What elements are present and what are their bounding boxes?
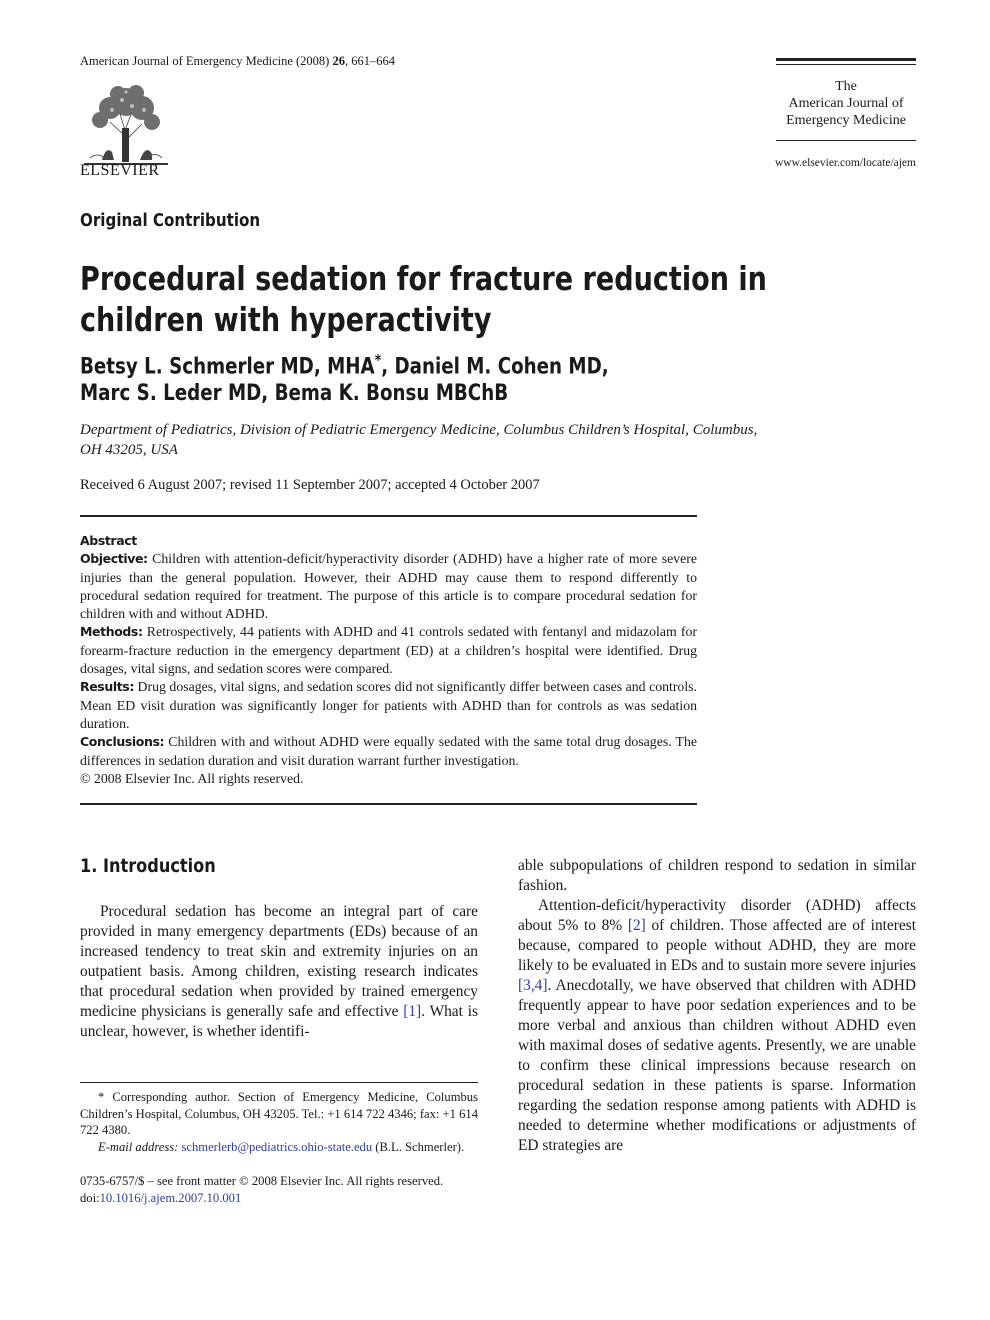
paragraph-text: Procedural sedation has become an integral part of care provided in many emergency departments (EDs) because of an increased tendency to treat skin and extremity injuries on an outpatient basis. Among children, existing research indicates that procedural sedation when provided by trained emergency medicine physicians is generally safe and effective [80, 903, 478, 1020]
body-column-left [80, 902, 478, 1042]
paragraph-text: . Anecdotally, we have observed that children with ADHD frequently appear to have poor sedation experiences and to be more verbal and anxious than children without ADHD even with maximal doses of sedative agents. Presently, we are unable to confirm these clinical impressions because research on procedural sedation in these patients is sparse. Information regarding the sedation response among patients with ADHD is needed to determine whether modifications or adjustments of ED strategies are [518, 977, 916, 1154]
header-rule-thin [776, 64, 916, 65]
citation-text: American Journal of Emergency Medicine (2008) [80, 54, 333, 68]
doi-label: doi: [80, 1190, 100, 1205]
reference-link[interactable]: [1] [403, 1003, 422, 1020]
citation-volume: 26 [332, 54, 345, 68]
title-line: children with hyperactivity [80, 300, 492, 339]
corresponding-author-marker[interactable]: * [374, 351, 382, 369]
email-label: E-mail address: [98, 1139, 179, 1154]
article-type: Original Contribution [80, 210, 261, 231]
paragraph-text: . What is unclear, however, is whether identifi- [80, 1003, 479, 1040]
article-history: Received 6 August 2007; revised 11 September 2007; accepted 4 October 2007 [80, 477, 540, 493]
abstract-rule-top [80, 515, 697, 517]
journal-citation [80, 54, 395, 69]
reference-link[interactable]: [2] [627, 917, 646, 934]
journal-name-line: The [835, 79, 857, 94]
section-heading: 1. Introduction [80, 855, 216, 877]
doi-line [80, 1190, 478, 1207]
abstract-conclusions [80, 733, 697, 770]
section-label: Results: [80, 679, 134, 695]
author: , Daniel M. Cohen MD, [381, 354, 609, 380]
footnote [80, 1089, 478, 1155]
email-line [80, 1139, 478, 1156]
section-label: Objective: [80, 551, 148, 567]
corresponding-author-note: * Corresponding author. Section of Emergency Medicine, Columbus Children’s Hospital, Columbus, OH 43205. Tel.: +1 614 722 4346; fax: +1 614 722 4380. [80, 1090, 478, 1137]
author-list [80, 347, 609, 407]
front-matter [80, 1173, 478, 1206]
abstract-copyright: © 2008 Elsevier Inc. All rights reserved. [80, 770, 304, 786]
abstract-rule-bottom [80, 803, 697, 805]
paragraph [80, 902, 478, 1042]
header-rule [776, 58, 916, 61]
abstract-objective [80, 550, 697, 623]
journal-rule [776, 140, 916, 141]
email-link[interactable]: schmerlerb@pediatrics.ohio-state.edu [181, 1139, 373, 1154]
publisher-name: ELSEVIER [80, 162, 160, 179]
paragraph [518, 896, 916, 1156]
section-text: Children with and without ADHD were equally sedated with the same total drug dosages. The differences in sedation duration and visit duration warrant further investigation. [80, 734, 697, 768]
section-text: Drug dosages, vital signs, and sedation scores did not significantly differ between cases and controls. Mean ED visit duration was significantly longer for patients with ADHD than for controls as was sedation duration. [80, 679, 697, 731]
section-label: Conclusions: [80, 734, 165, 750]
author: Betsy L. Schmerler MD, MHA [80, 354, 375, 380]
front-matter-text: 0735-6757/$ – see front matter © 2008 Elsevier Inc. All rights reserved. [80, 1174, 444, 1188]
section-text: Retrospectively, 44 patients with ADHD and 41 controls sedated with fentanyl and midazolam for forearm-fracture reduction in the emergency department (ED) at a children’s hospital were identified. Drug dosages, vital signs, and sedation scores were compared. [80, 624, 697, 677]
email-owner: (B.L. Schmerler). [372, 1139, 465, 1154]
citation-pages: , 661–664 [344, 54, 395, 68]
reference-link[interactable]: [3,4] [518, 977, 548, 994]
paragraph-text: of children. Those affected are of interest because, compared to people without ADHD, they are more likely to be evaluated in EDs and to sustain more severe injuries [518, 917, 916, 974]
abstract-heading: Abstract [80, 533, 137, 548]
footnote-rule [80, 1082, 478, 1083]
article-title [80, 258, 767, 340]
journal-name-line: Emergency Medicine [786, 113, 906, 128]
paragraph-text: Attention-deficit/hyperactivity disorder (ADHD) affects about 5% to 8% [518, 897, 916, 934]
authors-line [80, 347, 609, 380]
abstract [80, 532, 697, 788]
title-line: Procedural sedation for fracture reduction in [80, 259, 767, 298]
affiliation: Department of Pediatrics, Division of Pediatric Emergency Medicine, Columbus Children’s Hospital, Columbus, OH 43205, USA [80, 422, 758, 458]
journal-name [776, 78, 916, 129]
journal-name-line: American Journal of [788, 96, 904, 111]
authors-line: Marc S. Leder MD, Bema K. Bonsu MBChB [80, 381, 509, 407]
paragraph: able subpopulations of children respond to sedation in similar fashion. [518, 857, 916, 894]
abstract-results [80, 678, 697, 733]
section-label: Methods: [80, 624, 143, 640]
section-text: Children with attention-deficit/hyperactivity disorder (ADHD) have a higher rate of more severe injuries than the general population. However, their ADHD may cause them to respond differently to procedural sedation required for treatment. The purpose of this article is to compare procedural sedation for children with and without ADHD. [80, 551, 697, 622]
body-column-right [518, 856, 916, 1156]
doi-link[interactable]: 10.1016/j.ajem.2007.10.001 [99, 1190, 242, 1205]
abstract-methods [80, 623, 697, 678]
journal-url[interactable]: www.elsevier.com/locate/ajem [774, 157, 916, 169]
